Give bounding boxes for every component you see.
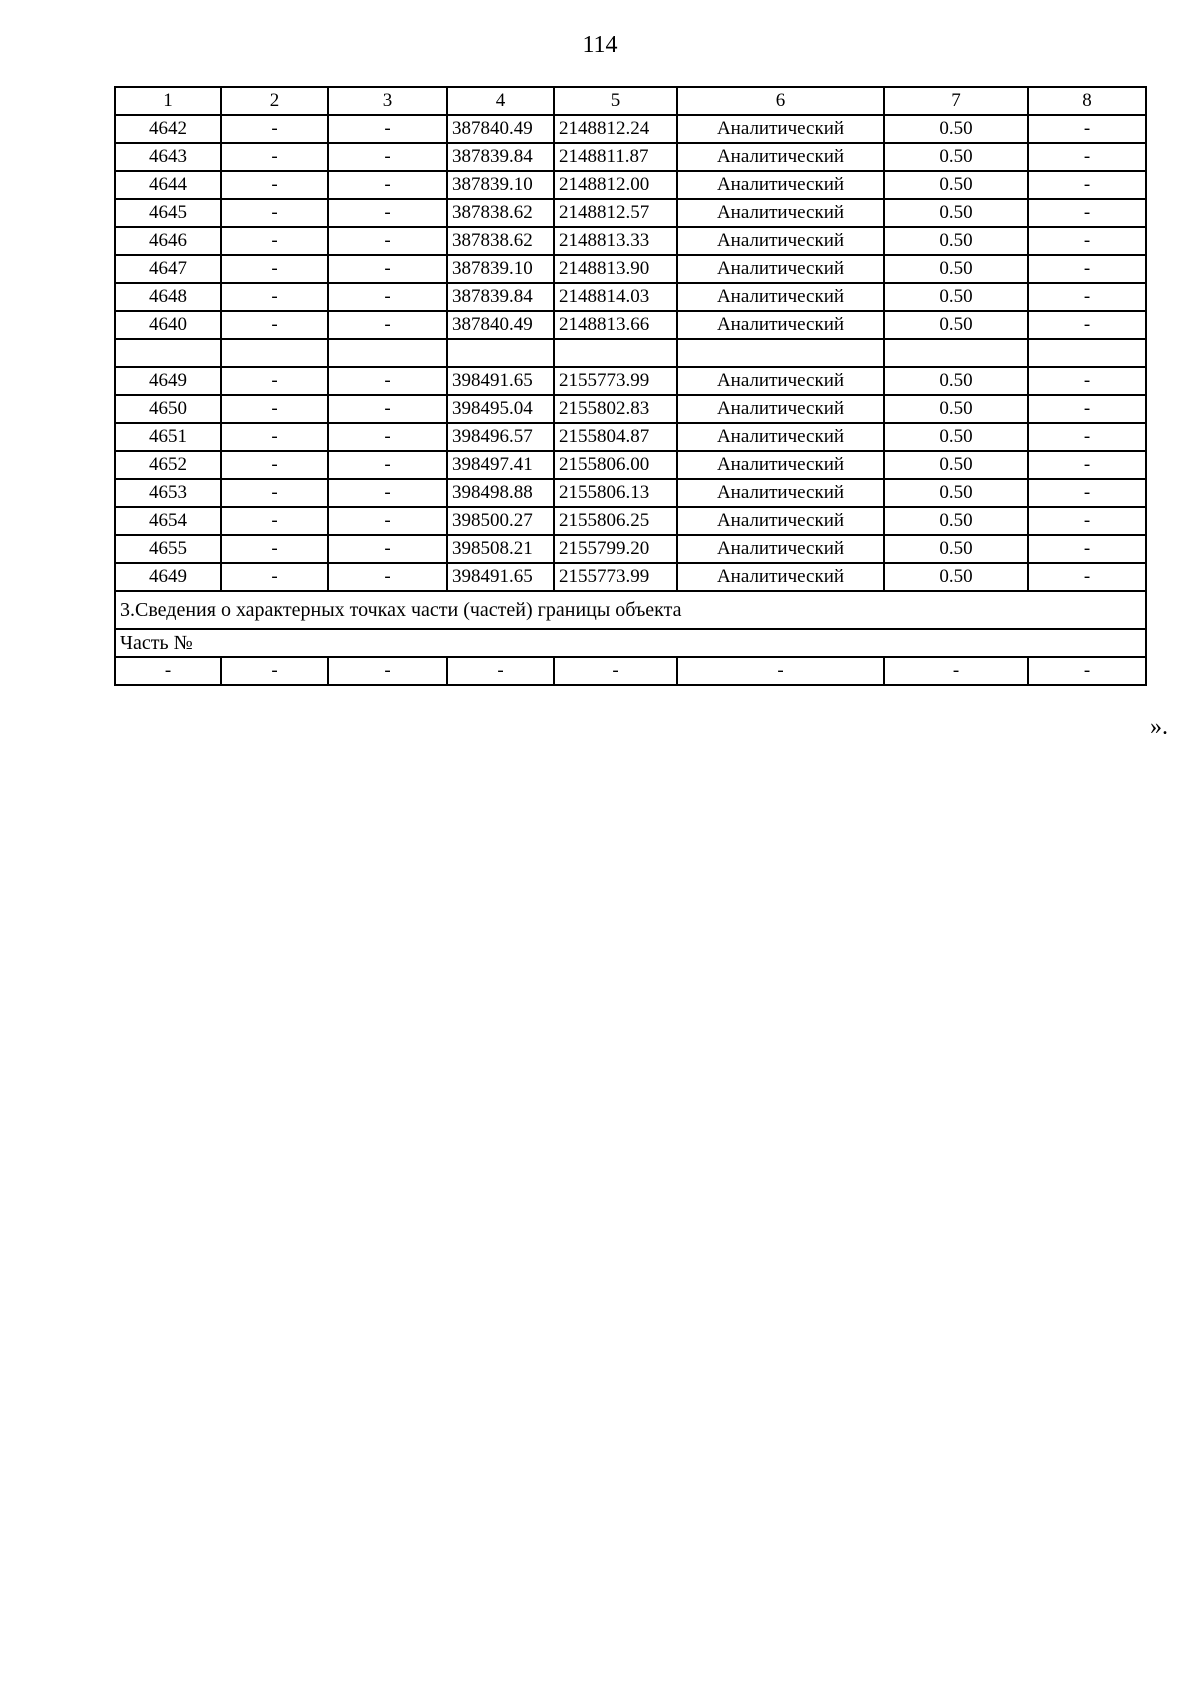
table-cell: 2148813.90 bbox=[554, 255, 677, 283]
table-cell bbox=[1028, 339, 1146, 367]
table-cell: 2155804.87 bbox=[554, 423, 677, 451]
table-cell: - bbox=[1028, 199, 1146, 227]
table-cell: - bbox=[221, 115, 328, 143]
table-row bbox=[115, 563, 1146, 591]
table-cell: - bbox=[221, 395, 328, 423]
table-cell: Аналитический bbox=[677, 311, 884, 339]
table-cell: 0.50 bbox=[884, 115, 1028, 143]
table-cell: - bbox=[1028, 451, 1146, 479]
table-cell: 2155799.20 bbox=[554, 535, 677, 563]
table-cell: 4640 bbox=[115, 311, 221, 339]
table-cell: 4646 bbox=[115, 227, 221, 255]
table-cell: - bbox=[221, 423, 328, 451]
table-row bbox=[115, 115, 1146, 143]
table-cell: - bbox=[328, 115, 447, 143]
column-header: 4 bbox=[447, 87, 554, 115]
table-cell: 2155806.00 bbox=[554, 451, 677, 479]
table-cell: 0.50 bbox=[884, 311, 1028, 339]
table-cell: - bbox=[328, 395, 447, 423]
table-cell: 387840.49 bbox=[447, 311, 554, 339]
table-cell: - bbox=[328, 171, 447, 199]
table-cell: Аналитический bbox=[677, 423, 884, 451]
column-header: 7 bbox=[884, 87, 1028, 115]
header-row bbox=[115, 87, 1146, 115]
table-cell: - bbox=[221, 255, 328, 283]
table-cell: Аналитический bbox=[677, 563, 884, 591]
table-cell: 0.50 bbox=[884, 507, 1028, 535]
table-cell: 0.50 bbox=[884, 367, 1028, 395]
table-cell: 387838.62 bbox=[447, 199, 554, 227]
table-row bbox=[115, 143, 1146, 171]
table-cell: 2155802.83 bbox=[554, 395, 677, 423]
table-cell: 2148814.03 bbox=[554, 283, 677, 311]
table-cell: - bbox=[115, 657, 221, 685]
table-cell: - bbox=[1028, 535, 1146, 563]
table-cell: 387838.62 bbox=[447, 227, 554, 255]
table-cell: Аналитический bbox=[677, 199, 884, 227]
table-cell: 4649 bbox=[115, 563, 221, 591]
table-cell: - bbox=[221, 507, 328, 535]
blank-separator-row bbox=[115, 339, 1146, 367]
closing-quote-mark: ». bbox=[1150, 714, 1168, 740]
table-row bbox=[115, 367, 1146, 395]
part-data-row bbox=[115, 657, 1146, 685]
table-cell bbox=[447, 339, 554, 367]
table-cell: 2148812.00 bbox=[554, 171, 677, 199]
table-row bbox=[115, 479, 1146, 507]
table-cell: - bbox=[328, 423, 447, 451]
table-row bbox=[115, 395, 1146, 423]
table-cell: Аналитический bbox=[677, 479, 884, 507]
table-cell: 0.50 bbox=[884, 395, 1028, 423]
table-cell: 2148811.87 bbox=[554, 143, 677, 171]
table-cell: 0.50 bbox=[884, 283, 1028, 311]
table-cell: - bbox=[328, 451, 447, 479]
table-cell: - bbox=[1028, 227, 1146, 255]
part-label-row bbox=[115, 629, 1146, 657]
table-cell: 0.50 bbox=[884, 479, 1028, 507]
table-cell: - bbox=[328, 255, 447, 283]
table-cell: 398495.04 bbox=[447, 395, 554, 423]
page-number: 114 bbox=[582, 32, 618, 58]
table-cell: 2155806.13 bbox=[554, 479, 677, 507]
table-row bbox=[115, 507, 1146, 535]
table-cell: 4642 bbox=[115, 115, 221, 143]
table-cell: 2148813.33 bbox=[554, 227, 677, 255]
table-cell: - bbox=[1028, 657, 1146, 685]
table-row bbox=[115, 311, 1146, 339]
part-label: Часть № bbox=[115, 629, 1146, 657]
table-cell: Аналитический bbox=[677, 395, 884, 423]
table-cell: Аналитический bbox=[677, 535, 884, 563]
table-cell bbox=[328, 339, 447, 367]
table-cell: 387839.84 bbox=[447, 143, 554, 171]
table-cell: 398498.88 bbox=[447, 479, 554, 507]
table-cell: Аналитический bbox=[677, 227, 884, 255]
table-cell: - bbox=[1028, 283, 1146, 311]
table-cell: 4643 bbox=[115, 143, 221, 171]
table-cell: 398491.65 bbox=[447, 563, 554, 591]
column-header: 6 bbox=[677, 87, 884, 115]
table-cell: 2148812.24 bbox=[554, 115, 677, 143]
table-row bbox=[115, 255, 1146, 283]
table-row bbox=[115, 171, 1146, 199]
table-cell: - bbox=[1028, 311, 1146, 339]
table-cell bbox=[677, 339, 884, 367]
table-cell: - bbox=[328, 227, 447, 255]
table-row bbox=[115, 283, 1146, 311]
table-cell: 0.50 bbox=[884, 423, 1028, 451]
column-header: 8 bbox=[1028, 87, 1146, 115]
table-cell: - bbox=[447, 657, 554, 685]
table-cell: 398491.65 bbox=[447, 367, 554, 395]
column-header: 5 bbox=[554, 87, 677, 115]
table-cell: - bbox=[221, 535, 328, 563]
table-row bbox=[115, 535, 1146, 563]
table-cell: - bbox=[1028, 143, 1146, 171]
table-cell: 4650 bbox=[115, 395, 221, 423]
table-cell: Аналитический bbox=[677, 171, 884, 199]
table-cell: 0.50 bbox=[884, 199, 1028, 227]
table-cell: - bbox=[1028, 563, 1146, 591]
table-cell: Аналитический bbox=[677, 367, 884, 395]
table-cell: 398508.21 bbox=[447, 535, 554, 563]
table-cell: - bbox=[1028, 479, 1146, 507]
table-cell: - bbox=[1028, 423, 1146, 451]
table-cell: 0.50 bbox=[884, 227, 1028, 255]
table-cell: - bbox=[328, 283, 447, 311]
table-cell: 4649 bbox=[115, 367, 221, 395]
table-cell: Аналитический bbox=[677, 143, 884, 171]
table-cell: 0.50 bbox=[884, 563, 1028, 591]
table-cell: - bbox=[1028, 507, 1146, 535]
table-cell: Аналитический bbox=[677, 115, 884, 143]
table-cell: - bbox=[221, 657, 328, 685]
table-cell: - bbox=[328, 507, 447, 535]
table-cell: - bbox=[221, 283, 328, 311]
table-cell: 4652 bbox=[115, 451, 221, 479]
table-cell: - bbox=[1028, 255, 1146, 283]
table-row bbox=[115, 227, 1146, 255]
table-cell: - bbox=[221, 227, 328, 255]
table-cell: 4655 bbox=[115, 535, 221, 563]
table-cell: 4653 bbox=[115, 479, 221, 507]
coordinates-table bbox=[114, 86, 1147, 686]
table-cell: 2148812.57 bbox=[554, 199, 677, 227]
table-cell: 4648 bbox=[115, 283, 221, 311]
table-cell: 398500.27 bbox=[447, 507, 554, 535]
table-cell: 4644 bbox=[115, 171, 221, 199]
table-cell: - bbox=[328, 143, 447, 171]
table-cell: 2155773.99 bbox=[554, 563, 677, 591]
table-cell: - bbox=[221, 143, 328, 171]
table-cell: - bbox=[221, 171, 328, 199]
table-cell: - bbox=[328, 199, 447, 227]
table-cell: 2148813.66 bbox=[554, 311, 677, 339]
table-cell: - bbox=[1028, 171, 1146, 199]
table-cell: - bbox=[677, 657, 884, 685]
table-cell: Аналитический bbox=[677, 507, 884, 535]
table-cell: - bbox=[221, 311, 328, 339]
section-title-row bbox=[115, 591, 1146, 629]
table-cell bbox=[115, 339, 221, 367]
table-cell: - bbox=[1028, 115, 1146, 143]
table-cell: 4647 bbox=[115, 255, 221, 283]
table-cell: Аналитический bbox=[677, 255, 884, 283]
table-cell bbox=[884, 339, 1028, 367]
table-cell: 387840.49 bbox=[447, 115, 554, 143]
table-row bbox=[115, 199, 1146, 227]
table-cell: 2155773.99 bbox=[554, 367, 677, 395]
table-cell bbox=[554, 339, 677, 367]
table-cell: - bbox=[328, 563, 447, 591]
table-cell: 0.50 bbox=[884, 255, 1028, 283]
table-cell: Аналитический bbox=[677, 283, 884, 311]
table-cell: 0.50 bbox=[884, 451, 1028, 479]
column-header: 2 bbox=[221, 87, 328, 115]
table-cell: 0.50 bbox=[884, 171, 1028, 199]
table-cell: - bbox=[328, 367, 447, 395]
column-header: 3 bbox=[328, 87, 447, 115]
table-cell bbox=[221, 339, 328, 367]
table-row bbox=[115, 451, 1146, 479]
table-cell: - bbox=[221, 563, 328, 591]
table-cell: 4645 bbox=[115, 199, 221, 227]
table-cell: - bbox=[221, 199, 328, 227]
table-cell: 0.50 bbox=[884, 535, 1028, 563]
table-cell: - bbox=[221, 451, 328, 479]
column-header: 1 bbox=[115, 87, 221, 115]
table-cell: 398496.57 bbox=[447, 423, 554, 451]
table-row bbox=[115, 423, 1146, 451]
table-cell: Аналитический bbox=[677, 451, 884, 479]
table-cell: 398497.41 bbox=[447, 451, 554, 479]
section-title: 3.Сведения о характерных точках части (частей) границы объекта bbox=[115, 591, 1146, 629]
table-cell: - bbox=[884, 657, 1028, 685]
table-cell: - bbox=[328, 311, 447, 339]
table-cell: - bbox=[1028, 367, 1146, 395]
table-cell: 387839.10 bbox=[447, 255, 554, 283]
table-cell: - bbox=[328, 479, 447, 507]
table-cell: - bbox=[328, 535, 447, 563]
table-cell: - bbox=[1028, 395, 1146, 423]
table-cell: 0.50 bbox=[884, 143, 1028, 171]
table-cell: - bbox=[221, 479, 328, 507]
table-cell: - bbox=[328, 657, 447, 685]
table-cell: 4651 bbox=[115, 423, 221, 451]
table-cell: - bbox=[221, 367, 328, 395]
table-cell: 4654 bbox=[115, 507, 221, 535]
table-cell: - bbox=[554, 657, 677, 685]
table-cell: 2155806.25 bbox=[554, 507, 677, 535]
table-cell: 387839.10 bbox=[447, 171, 554, 199]
table-cell: 387839.84 bbox=[447, 283, 554, 311]
